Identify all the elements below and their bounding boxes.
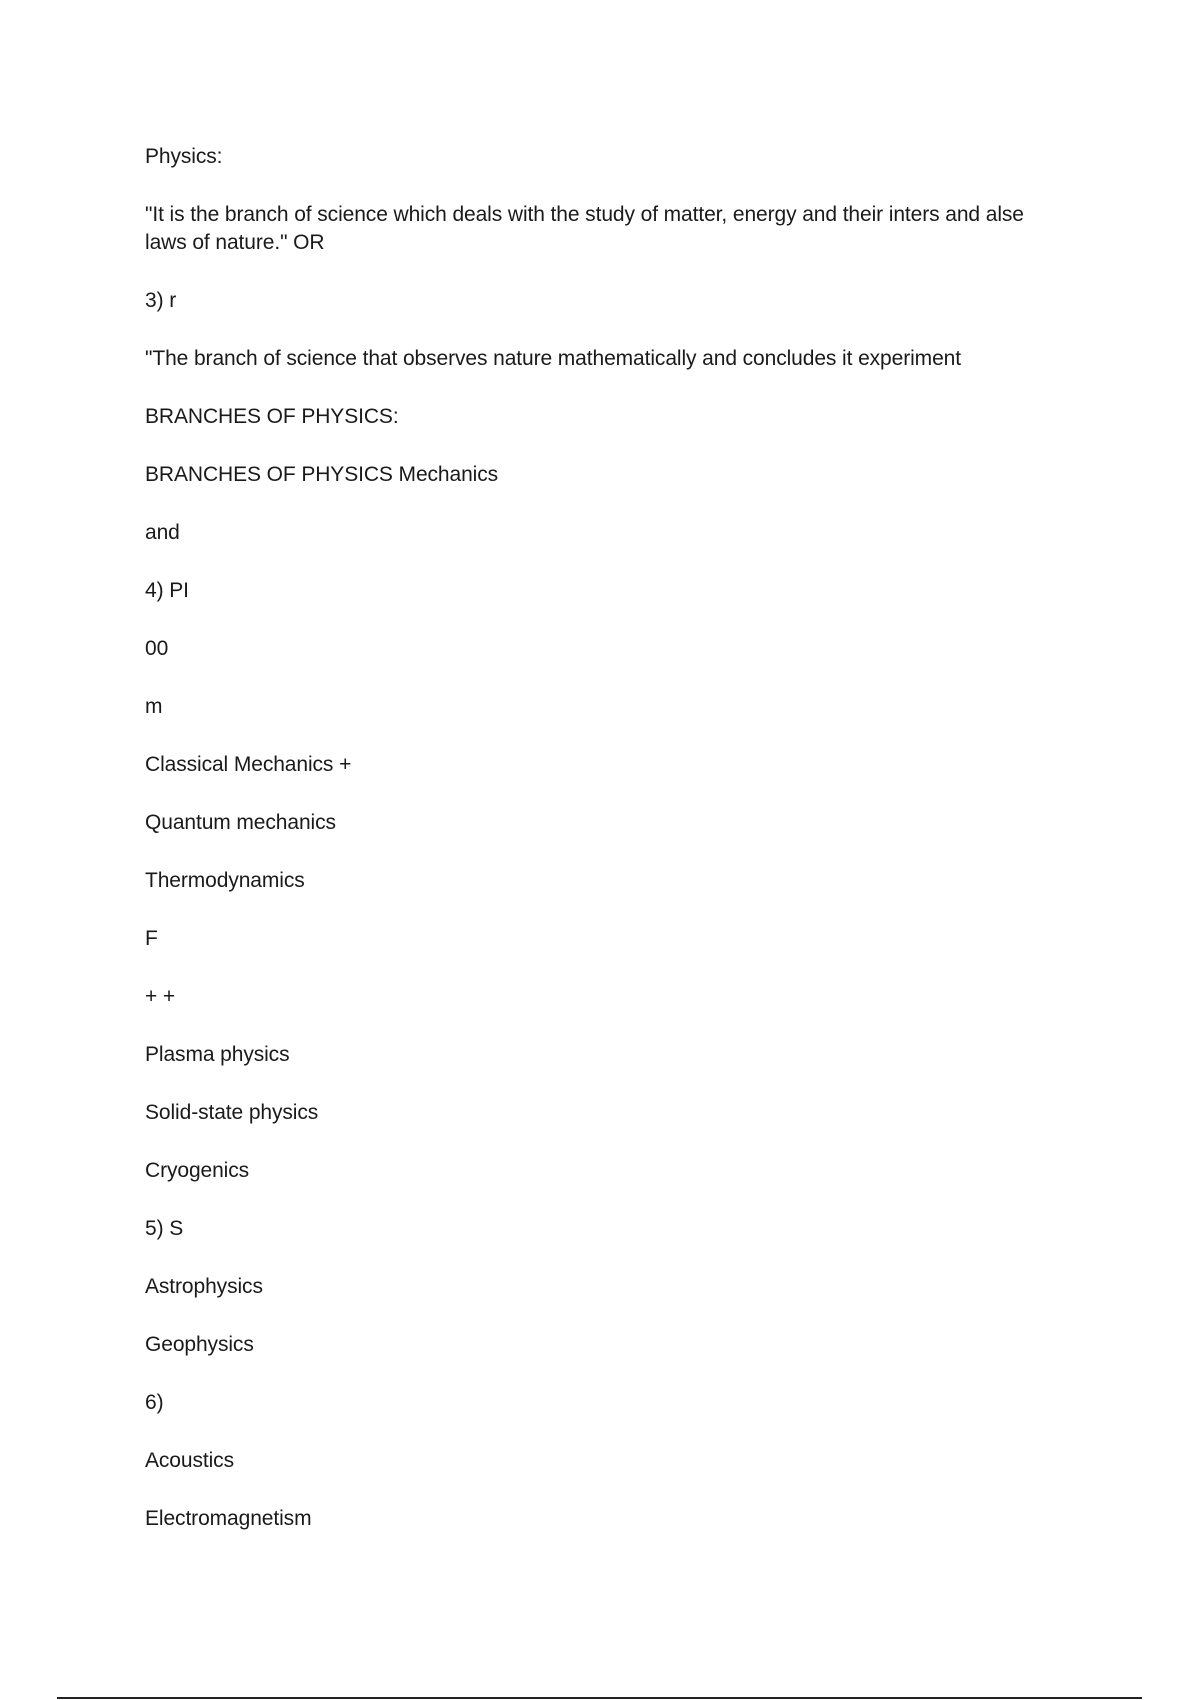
- text-line: + +: [145, 985, 176, 1008]
- text-line: F: [145, 927, 158, 950]
- list-marker-6: 6): [145, 1391, 164, 1414]
- text-line: m: [145, 695, 163, 718]
- definition-paragraph-alt: "The branch of science that observes nature mathematically and concludes it experiment: [145, 347, 961, 370]
- branch-item: Cryogenics: [145, 1159, 250, 1182]
- text-line: 00: [145, 637, 169, 660]
- branch-item: Thermodynamics: [145, 869, 305, 892]
- definition-paragraph: "It is the branch of science which deals with the study of matter, energy and their inters and alse laws of nature." OR: [145, 203, 1024, 254]
- list-marker-5: 5) S: [145, 1217, 184, 1240]
- branch-item: Astrophysics: [145, 1275, 263, 1298]
- branch-item: Quantum mechanics: [145, 811, 336, 834]
- text-line: and: [145, 521, 180, 544]
- branch-item: Classical Mechanics +: [145, 753, 352, 776]
- branch-item: Plasma physics: [145, 1043, 290, 1066]
- heading-physics: Physics:: [145, 145, 223, 168]
- branches-mechanics-line: BRANCHES OF PHYSICS Mechanics: [145, 463, 499, 486]
- branch-item: Electromagnetism: [145, 1507, 312, 1530]
- branch-item: Geophysics: [145, 1333, 254, 1356]
- list-marker-4: 4) PI: [145, 579, 189, 602]
- document-body: [145, 143, 1045, 1563]
- footer-divider: [57, 1697, 1142, 1699]
- list-marker-3: 3) r: [145, 289, 177, 312]
- branches-heading: BRANCHES OF PHYSICS:: [145, 405, 399, 428]
- branch-item: Acoustics: [145, 1449, 234, 1472]
- branch-item: Solid-state physics: [145, 1101, 319, 1124]
